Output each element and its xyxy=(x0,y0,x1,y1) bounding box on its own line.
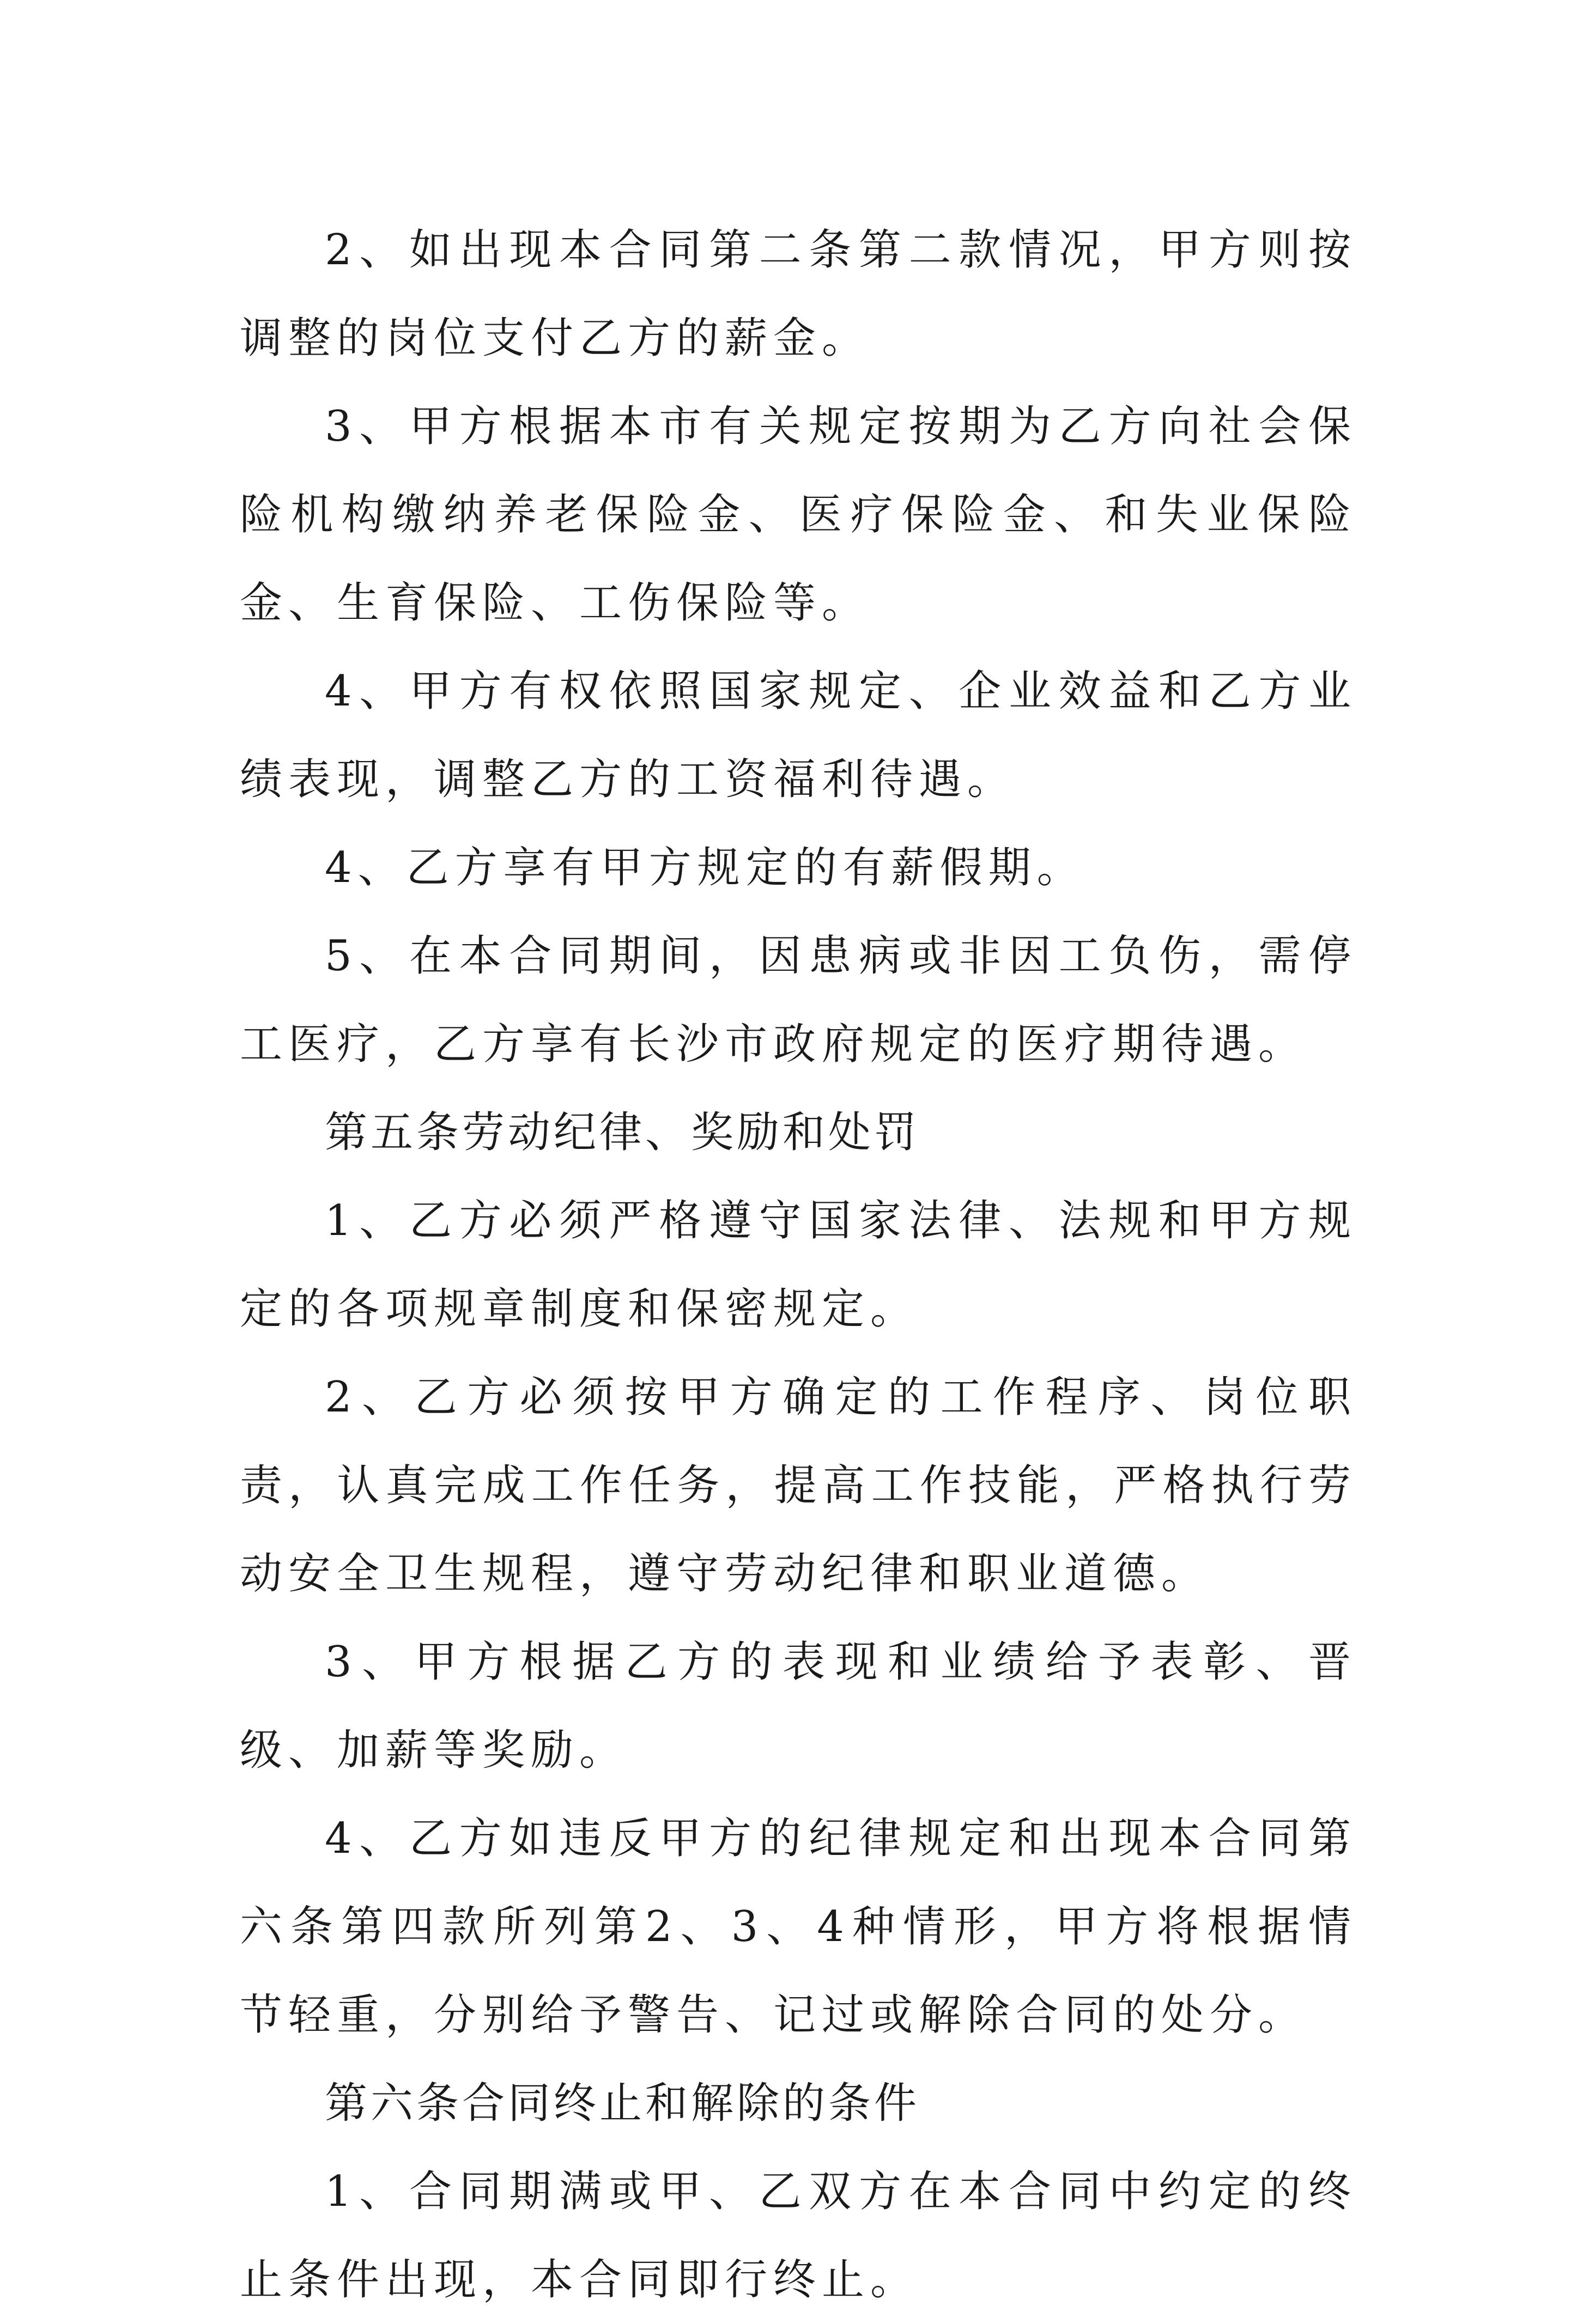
paragraph: 1、合同期满或甲、乙双方在本合同中约定的终止条件出现，本合同即行终止。 xyxy=(240,2167,1357,2304)
paragraph: 2、乙方必须按甲方确定的工作程序、岗位职责，认真完成工作任务，提高工作技能，严格执行劳动安全卫生规程，遵守劳动纪律和职业道德。 xyxy=(240,1373,1357,1598)
paragraph: 4、乙方如违反甲方的纪律规定和出现本合同第六条第四款所列第2、3、4种情形，甲方将根据情节轻重，分别给予警告、记过或解除合同的处分。 xyxy=(240,1814,1357,2040)
paragraph: 5、在本合同期间，因患病或非因工负伤，需停工医疗，乙方享有长沙市政府规定的医疗期待遇。 xyxy=(240,932,1357,1069)
paragraph: 4、甲方有权依照国家规定、企业效益和乙方业绩表现，调整乙方的工资福利待遇。 xyxy=(240,667,1357,804)
section-heading: 第五条劳动纪律、奖励和处罚 xyxy=(325,1108,920,1157)
paragraph: 3、甲方根据乙方的表现和业绩给予表彰、晋级、加薪等奖励。 xyxy=(240,1638,1357,1775)
paragraph: 3、甲方根据本市有关规定按期为乙方向社会保险机构缴纳养老保险金、医疗保险金、和失业保险金、生育保险、工伤保险等。 xyxy=(240,402,1357,628)
section-heading: 第六条合同终止和解除的条件 xyxy=(325,2079,920,2128)
paragraph: 1、乙方必须严格遵守国家法律、法规和甲方规定的各项规章制度和保密规定。 xyxy=(240,1196,1357,1334)
paragraph: 4、乙方享有甲方规定的有薪假期。 xyxy=(325,843,1085,892)
paragraph: 2、如出现本合同第二条第二款情况，甲方则按调整的岗位支付乙方的薪金。 xyxy=(240,226,1357,363)
document-body xyxy=(240,206,1357,2324)
